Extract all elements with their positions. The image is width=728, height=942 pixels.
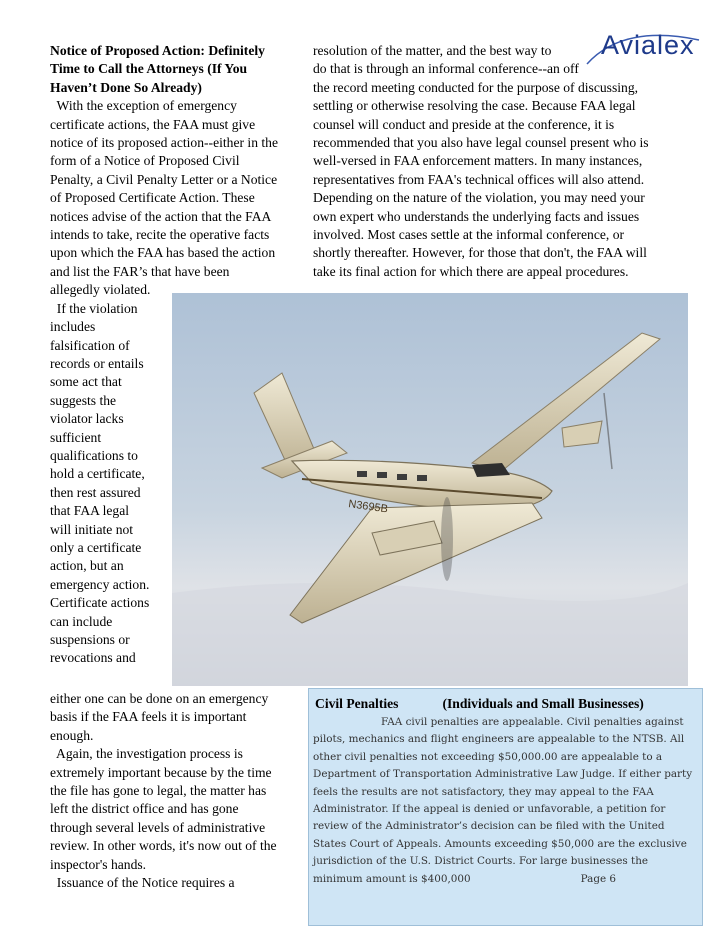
- text-line: emergency action.: [50, 576, 150, 592]
- text-line: Issuance of the Notice requires a: [50, 875, 235, 891]
- text-line: and list the FAR’s that have been: [50, 263, 230, 279]
- text-line: Penalty, a Civil Penalty Letter or a Notice: [50, 171, 278, 187]
- text-line: With the exception of emergency: [50, 98, 237, 114]
- text-line: inspector's hands.: [50, 856, 147, 872]
- text-line: upon which the FAA has based the action: [50, 245, 276, 261]
- text-line: revocations and: [50, 650, 136, 666]
- text-line: some act that: [50, 374, 122, 390]
- text-line: that FAA legal: [50, 503, 130, 519]
- logo-text: Avialex: [601, 30, 695, 60]
- text-line: review. In other words, it's now out of the: [50, 838, 277, 854]
- text-line: extremely important because by the time: [50, 764, 272, 780]
- sidebar-line: Administrator. If the appeal is denied or unfavorable, a petition for: [313, 803, 666, 816]
- text-line: take its final action for which there are appeal procedures.: [313, 263, 629, 279]
- text-line: sufficient: [50, 429, 102, 445]
- text-line: representatives from FAA's technical offices will also attend.: [313, 171, 645, 187]
- section-heading-line: Time to Call the Attorneys (If You: [50, 61, 248, 77]
- text-line: notice of its proposed action--either in the: [50, 135, 279, 151]
- text-line: Again, the investigation process is: [50, 746, 243, 762]
- text-line: through several levels of administrative: [50, 819, 266, 835]
- text-line: involved. Most cases settle at the informal conference, or: [313, 227, 625, 243]
- text-line: records or entails: [50, 355, 144, 371]
- right-column-top: [313, 42, 693, 281]
- text-line: the file has gone to legal, the matter has: [50, 783, 267, 799]
- sidebar-line: Department of Transportation Administrative Law Judge. If either party: [313, 768, 693, 781]
- civil-penalties-sidebar: [308, 688, 703, 926]
- text-line: own expert who understands the underlying facts and issues: [313, 208, 640, 224]
- sidebar-last-line: [313, 871, 702, 888]
- section-heading-line: Haven’t Done So Already): [50, 79, 202, 95]
- sidebar-title-right: (Individuals and Small Businesses): [442, 696, 644, 711]
- sidebar-title: [313, 695, 702, 713]
- text-line: falsification of: [50, 337, 130, 353]
- text-line: Certificate actions: [50, 595, 150, 611]
- text-line: shortly thereafter. However, for those that don't, the FAA will: [313, 245, 647, 261]
- text-line: settling or otherwise resolving the case. Because FAA legal: [313, 98, 636, 114]
- text-line: qualifications to: [50, 447, 138, 463]
- text-line: suspensions or: [50, 632, 130, 647]
- text-line: hold a certificate,: [50, 466, 145, 482]
- text-line: includes: [50, 319, 96, 335]
- text-line: form of a Notice of Proposed Civil: [50, 153, 240, 169]
- text-line: Depending on the nature of the violation, you may need your: [313, 190, 645, 206]
- sidebar-line: minimum amount is $400,000: [313, 872, 471, 885]
- sidebar-line: other civil penalties not exceeding $50,000.00 are appealable to a: [313, 750, 663, 763]
- text-line: recommended that you also have legal counsel present who is: [313, 135, 649, 151]
- airplane-illustration: [172, 293, 688, 686]
- text-line: can include: [50, 613, 113, 629]
- sidebar-line: review of the Administrator’s decision can be filed with the United: [313, 820, 665, 833]
- text-line: the record meeting conducted for the purpose of discussing,: [313, 79, 639, 95]
- sidebar-body: [313, 714, 702, 888]
- text-line: notices advise of the action that the FAA: [50, 208, 272, 224]
- text-line: do that is through an informal conference--an off: [313, 61, 579, 77]
- text-line: allegedly violated.: [50, 282, 151, 298]
- text-line: violator lacks: [50, 411, 124, 427]
- text-line: then rest assured: [50, 484, 141, 500]
- text-line: action, but an: [50, 558, 124, 574]
- section-heading-line: Notice of Proposed Action: Definitely: [50, 43, 265, 58]
- sidebar-line: FAA civil penalties are appealable. Civil penalties against: [381, 716, 684, 728]
- text-line: certificate actions, the FAA must give: [50, 116, 256, 132]
- sidebar-line: pilots, mechanics and flight engineers are appealable to the NTSB. All: [313, 733, 685, 746]
- text-line: resolution of the matter, and the best way to: [313, 43, 552, 58]
- sidebar-title-left: Civil Penalties: [315, 696, 399, 711]
- text-line: If the violation: [50, 300, 138, 316]
- text-line: intends to take, recite the operative facts: [50, 227, 270, 243]
- text-line: either one can be done on an emergency: [50, 691, 269, 706]
- page-number: Page 6: [580, 872, 617, 885]
- text-line: only a certificate: [50, 539, 142, 555]
- text-line: of Proposed Certificate Action. These: [50, 190, 255, 206]
- airplane-photo: [172, 293, 688, 686]
- text-line: basis if the FAA feels it is important: [50, 709, 247, 725]
- sidebar-line: jurisdiction of the U.S. District Courts. For large businesses the: [313, 855, 649, 868]
- left-column-bottom: [50, 690, 300, 892]
- text-line: suggests the: [50, 392, 117, 408]
- text-line: well-versed in FAA enforcement matters. In many instances,: [313, 153, 643, 169]
- text-line: counsel will conduct and preside at the conference, it is: [313, 116, 615, 132]
- text-line: left the district office and has gone: [50, 801, 239, 817]
- text-line: enough.: [50, 727, 94, 743]
- text-line: will initiate not: [50, 521, 134, 537]
- sidebar-line: feels the results are not satisfactory, they may appeal to the FAA: [313, 785, 654, 798]
- tail-number: N3695B: [347, 498, 389, 516]
- sidebar-line: States Court of Appeals. Amounts exceeding $50,000 are the exclusive: [313, 837, 687, 850]
